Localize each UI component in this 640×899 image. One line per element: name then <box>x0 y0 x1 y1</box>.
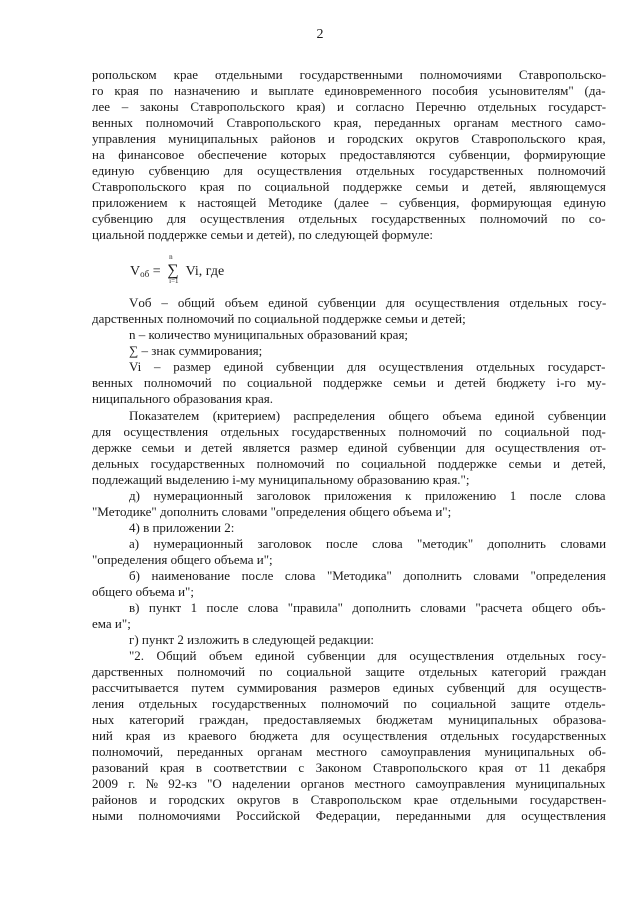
text-line: управления муниципальных районов и городских округов Ставропольского края, <box>92 131 606 146</box>
formula-equals: = <box>152 264 161 279</box>
body-line: общего объема и"; <box>92 584 194 599</box>
text-line: го края по назначению и выплате единовременного пособия усыновителям" (да- <box>92 83 606 98</box>
body-line: разований края в соответствии с Законом Ставропольского края от 11 декабря <box>92 760 606 775</box>
body-line: рассчитывается путем суммирования размеров единых субвенций для осуществ- <box>92 680 607 695</box>
definition-line: ниципального образования края. <box>92 391 273 406</box>
text-line: единую субвенцию для осуществления отдельных государственных полномочий <box>92 163 606 178</box>
summation-formula <box>130 253 225 285</box>
body-line: ема и"; <box>92 616 131 631</box>
body-line: "2. Общий объем единой субвенции для осуществления отдельных госу- <box>129 648 607 663</box>
body-line: "Методике" дополнить словами "определения общего объема и"; <box>92 504 452 519</box>
sigma-glyph: ∑ <box>167 262 179 279</box>
text-line: приложением к настоящей Методике (далее – субвенция, формирующая единую <box>92 195 606 210</box>
formula-definitions <box>92 295 606 407</box>
body-line: 4) в приложении 2: <box>129 520 235 535</box>
text-line: Ставропольского края по социальной поддержке семьи и детей, являющемуся <box>92 179 606 194</box>
page-number: 2 <box>316 27 324 42</box>
formula-lhs-subscript: об <box>140 269 150 279</box>
text-line: циальной поддержке семьи и детей), по следующей формуле: <box>92 227 433 242</box>
body-line: ления отдельных государственных полномочий по социальной защите отдель- <box>92 696 606 711</box>
text-line: венных полномочий Ставропольского края, переданных органам местного само- <box>92 115 606 130</box>
body-line: ными полномочиями Российской Федерации, переданными для осуществления <box>92 808 606 823</box>
body-line: в) пункт 1 после слова "правила" дополнить словами "расчета общего объ- <box>129 600 606 615</box>
body-line: дельных государственных полномочий по социальной поддержке семьи и детей, <box>92 456 606 471</box>
body-line: ний края из краевого бюджета для осуществления отдельных государственных <box>92 728 607 743</box>
text-line: на финансовое обеспечение которых предоставляются субвенции, формирующие <box>92 147 606 162</box>
body-line: подлежащий выделению i-му муниципальному образованию края."; <box>92 472 470 487</box>
definition-line: n – количество муниципальных образований края; <box>129 327 409 342</box>
definition-line: ∑ – знак суммирования; <box>129 343 263 358</box>
formula-tail: , где <box>198 264 225 279</box>
text-line: субвенцию для осуществления отдельных государственных полномочий по со- <box>92 211 606 226</box>
sigma-upper-limit: n <box>169 253 173 261</box>
definition-line: венных полномочий по социальной поддержке семьи и детей бюджету i-го му- <box>92 375 606 390</box>
body-line: г) пункт 2 изложить в следующей редакции: <box>129 632 375 647</box>
definition-line: Vоб – общий объем единой субвенции для осуществления отдельных госу- <box>129 295 607 310</box>
body-line: ных категорий граждан, предоставляемых бюджетам муниципальных образова- <box>92 712 607 727</box>
body-line: д) нумерационный заголовок приложения к приложению 1 после слова <box>129 488 606 503</box>
body-line: 2009 г. № 92-кз "О наделении органов местного самоуправления муниципальных <box>92 776 606 791</box>
sigma-symbol <box>165 253 181 285</box>
body-line: для осуществления отдельных государственных полномочий по социальной под- <box>92 424 606 439</box>
body-line: районов и городских округов в Ставропольском крае отдельными государствен- <box>92 792 607 807</box>
body-line: держке семьи и детей является размер единой субвенции для осуществления от- <box>92 440 606 455</box>
definition-line: Vi – размер единой субвенции для осуществления отдельных государст- <box>129 359 606 374</box>
body-line: Показателем (критерием) распределения общего объема единой субвенции <box>129 408 607 423</box>
definition-line: дарственных полномочий по социальной поддержке семьи и детей; <box>92 311 466 326</box>
body-line: полномочий, переданных органам местного самоуправления муниципальных об- <box>92 744 606 759</box>
sigma-lower-limit: i=1 <box>169 277 179 285</box>
body-line: "определения общего объема и"; <box>92 552 273 567</box>
formula-term: Vi <box>185 264 199 279</box>
body-line: б) наименование после слова "Методика" дополнить словами "определения <box>129 568 606 583</box>
formula-lhs: V <box>130 264 141 279</box>
body-line: а) нумерационный заголовок после слова "методик" дополнить словами <box>129 536 607 551</box>
paragraph-intro <box>92 67 606 243</box>
document-body <box>92 408 606 824</box>
text-line: лее – законы Ставропольского края) и согласно Перечню отдельных государст- <box>92 99 607 114</box>
body-line: дарственных полномочий по социальной защите отдельных категорий граждан <box>92 664 607 679</box>
text-line: ропольском крае отдельными государственными полномочиями Ставропольско- <box>92 67 607 82</box>
